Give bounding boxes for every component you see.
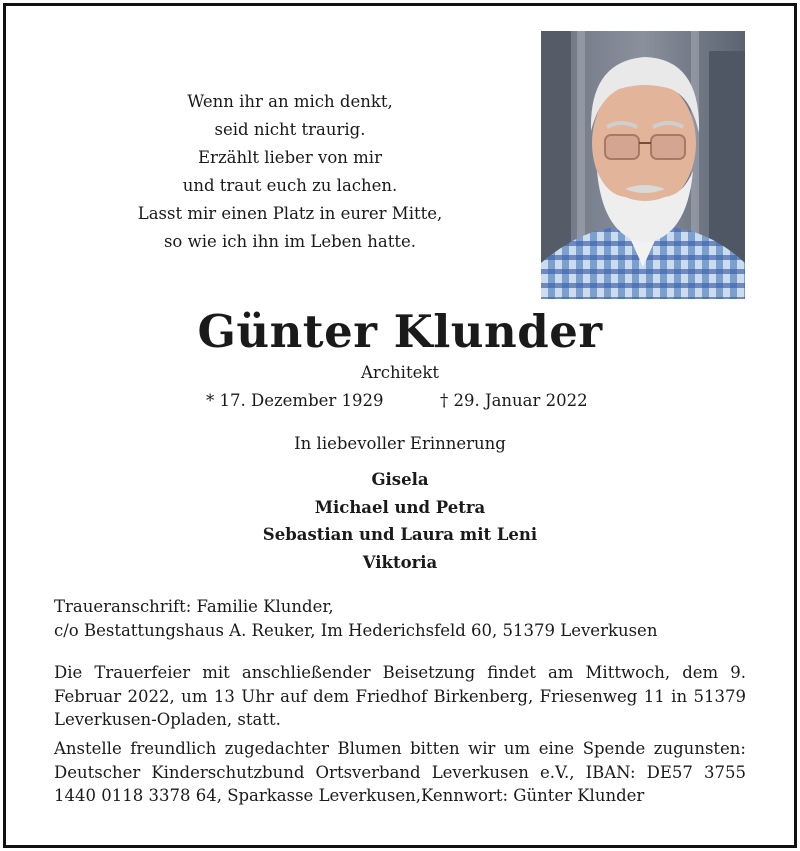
deceased-name: Günter Klunder <box>197 305 603 358</box>
funeral-info: Die Trauerfeier mit anschließender Beisetzung findet am Mittwoch, dem 9. Februar 2022, um 13 Uhr auf dem Friedhof Birkenberg, Friesenweg 11 in 51379 Leverkusen-Opladen, statt. <box>54 663 746 729</box>
mourner-name: Michael und Petra <box>314 497 486 517</box>
poem-line: Erzählt lieber von mir <box>198 148 382 167</box>
poem-line: Lasst mir einen Platz in eurer Mitte, <box>137 204 443 223</box>
poem-line: Wenn ihr an mich denkt, <box>187 92 393 111</box>
portrait-photo <box>541 31 745 299</box>
mourner-name: Sebastian und Laura mit Leni <box>262 525 538 544</box>
mourner-name: Gisela <box>371 470 429 489</box>
poem <box>90 88 490 256</box>
poem-line: so wie ich ihn im Leben hatte. <box>163 232 417 251</box>
mourning-address <box>54 595 746 642</box>
address-line: c/o Bestattungshaus A. Reuker, Im Hederichsfeld 60, 51379 Leverkusen <box>54 620 658 640</box>
poem-line: seid nicht traurig. <box>214 120 366 139</box>
poem-line: und traut euch zu lachen. <box>182 176 398 195</box>
birth-date: * 17. Dezember 1929 <box>206 391 384 410</box>
death-date: † 29. Januar 2022 <box>440 391 588 410</box>
address-line: Traueranschrift: Familie Klunder, <box>54 597 334 616</box>
profession: Architekt <box>361 363 439 382</box>
mourner-name: Viktoria <box>362 552 438 572</box>
memorial-heading: In liebevoller Erinnerung <box>294 434 506 453</box>
mourners-list <box>0 466 800 576</box>
donation-info: Anstelle freundlich zugedachter Blumen bitten wir um eine Spende zugunsten: Deutscher Kinderschutzbund Ortsverband Leverkusen e.V., IBAN: DE57 3755 1440 0118 3378 64, Sparkasse Leverkusen,Kennwort: Günter Klunder <box>54 739 746 805</box>
